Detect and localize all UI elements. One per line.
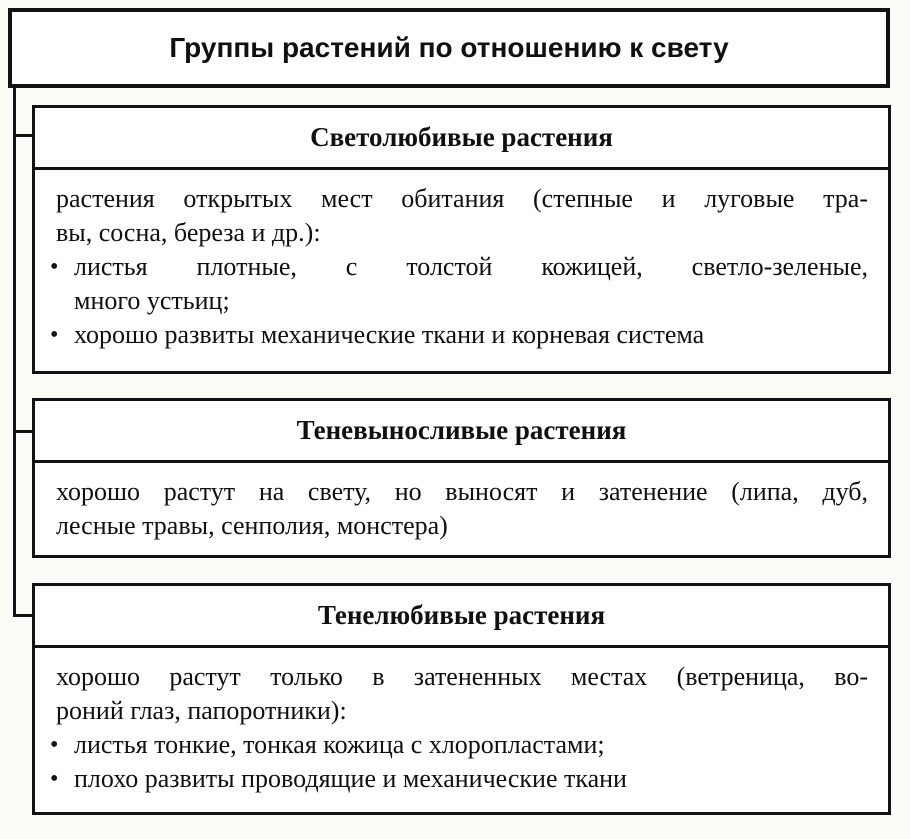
body-paragraph <box>56 182 868 250</box>
text-line: хорошо растут на свету, но выносят и затенение (липа, дуб, <box>56 477 868 506</box>
bullet-item <box>50 762 868 796</box>
section-body <box>35 170 888 352</box>
section-box <box>32 398 891 558</box>
text-line: листья плотные, с толстой кожицей, светло-зеленые, <box>74 252 868 281</box>
section-heading: Теневыносливые растения <box>35 401 888 463</box>
paragraph-lines <box>74 250 868 318</box>
text-line: листья тонкие, тонкая кожица с хлоропластами; <box>74 730 605 759</box>
section-heading: Светолюбивые растения <box>35 108 888 170</box>
text-line: хорошо развиты механические ткани и корневая система <box>74 320 705 349</box>
paragraph-lines <box>56 660 868 728</box>
section-box <box>32 105 891 374</box>
section-box <box>32 583 891 815</box>
text-line: плохо развиты проводящие и механические ткани <box>74 764 627 793</box>
bullet-icon: • <box>50 322 59 348</box>
bullet-item <box>50 250 868 318</box>
diagram-title: Группы растений по отношению к свету <box>169 32 729 63</box>
text-line: растения открытых мест обитания (степные и луговые тра- <box>56 184 868 213</box>
paragraph-lines <box>56 475 868 543</box>
bullet-icon: • <box>50 732 59 758</box>
paragraph-lines <box>56 182 868 250</box>
bullet-item <box>50 318 868 352</box>
body-paragraph <box>56 475 868 543</box>
bullet-icon: • <box>50 766 59 792</box>
section-body <box>35 463 888 543</box>
bullet-icon: • <box>50 254 59 280</box>
body-paragraph <box>56 660 868 728</box>
paragraph-lines <box>74 728 868 762</box>
text-line: хорошо растут только в затененных местах (ветреница, во- <box>56 662 868 691</box>
connector-vertical-line <box>13 88 16 617</box>
paragraph-lines <box>74 318 868 352</box>
diagram-title-box <box>8 8 890 88</box>
section-heading: Тенелюбивые растения <box>35 586 888 648</box>
text-line: вы, сосна, береза и др.): <box>56 218 321 247</box>
paragraph-lines <box>74 762 868 796</box>
text-line: много устьиц; <box>74 286 230 315</box>
section-body <box>35 648 888 796</box>
bullet-item <box>50 728 868 762</box>
text-line: лесные травы, сенполия, монстера) <box>56 511 448 540</box>
text-line: роний глаз, папоротники): <box>56 696 347 725</box>
